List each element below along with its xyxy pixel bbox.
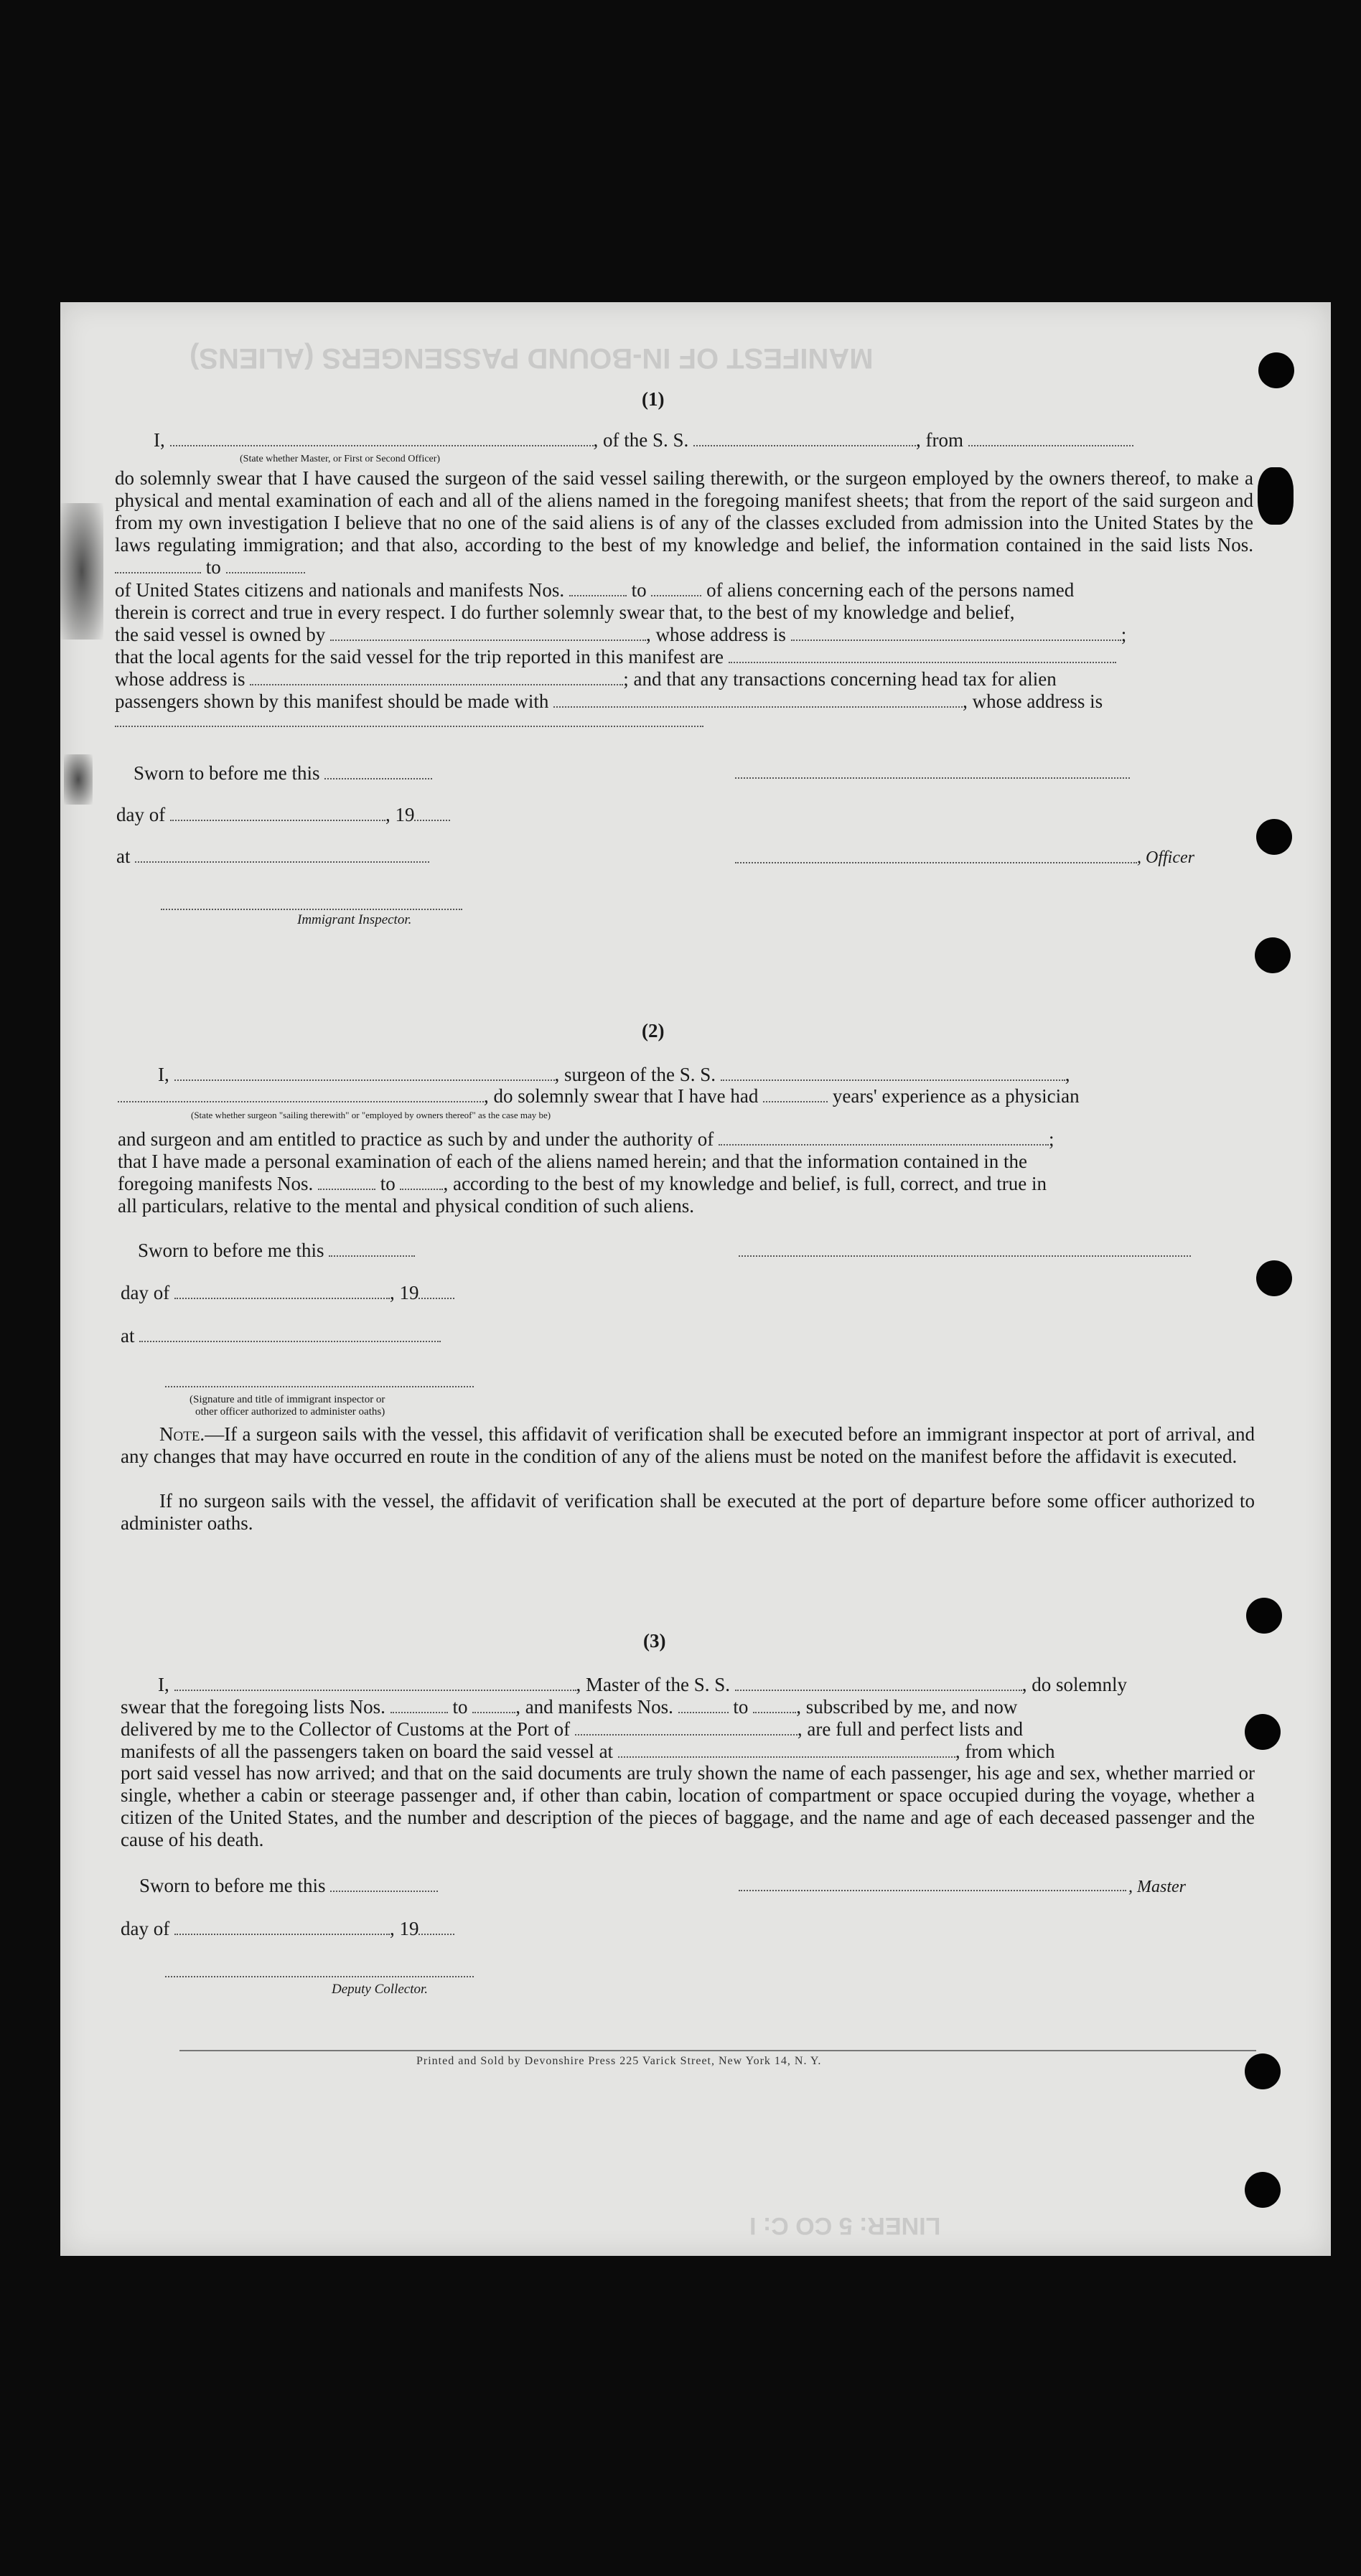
- bleed-through-stamp: LINER: 5 CO C: I: [749, 2212, 941, 2239]
- document-page: [60, 302, 1331, 2256]
- section-3-line-3: delivered by me to the Collector of Customs at the Port of , are full and perfect lists and: [121, 1718, 1024, 1740]
- section-1-passengers-line: passengers shown by this manifest should be made with , whose address is: [115, 690, 1103, 712]
- punch-hole: [1245, 2172, 1281, 2208]
- section-2-line-5: foregoing manifests Nos. to , according to the best of my knowledge and belief, is full, correct, and true in: [118, 1173, 1047, 1194]
- punch-hole: [1256, 819, 1292, 855]
- section-2-inspector-line[interactable]: [165, 1386, 474, 1387]
- section-2-line-2: , do solemnly swear that I have had years' experience as a physician: [118, 1085, 1080, 1107]
- printer-credit: Printed and Sold by Devonshire Press 225 Varick Street, New York 14, N. Y.: [416, 2055, 822, 2067]
- section-1-sworn: Sworn to before me this: [134, 762, 432, 784]
- punch-hole: [1245, 2053, 1281, 2089]
- section-2-sworn: Sworn to before me this: [138, 1239, 415, 1262]
- ink-stain: [60, 503, 103, 640]
- section-1-correct-line: therein is correct and true in every respect. I do further solemnly swear that, to the best of my knowledge and belief,: [115, 601, 1015, 623]
- section-3-line-1: I, , Master of the S. S. , do solemnly: [158, 1674, 1127, 1695]
- master-label: , Master: [1128, 1878, 1186, 1896]
- section-1-signature-line[interactable]: [735, 777, 1130, 779]
- section-3-number: (3): [643, 1630, 666, 1652]
- section-2-sig-caption-1: (Signature and title of immigrant inspector or: [190, 1394, 385, 1405]
- footer-rule: [179, 2050, 1256, 2051]
- bleed-through-title: MANIFEST OF IN-BOUND PASSENGERS (ALIENS): [190, 342, 874, 374]
- inspector-label: Immigrant Inspector.: [297, 912, 412, 927]
- section-3-body: port said vessel has now arrived; and that on the said documents are truly shown the name of each passenger, his age and sex, whether married or single, whether a cabin or steerage passenger and, if other than cabin, location of compartment or space occupied during the voyage, whether a citizen of the United States, and the number and description of the pieces of baggage, and the name and age of each deceased passenger and the cause of his death.: [121, 1762, 1255, 1850]
- punch-hole: [1258, 467, 1294, 525]
- section-2-note-2: If no surgeon sails with the vessel, the affidavit of verification shall be executed at the port of departure before some officer authorized to administer oaths.: [121, 1490, 1255, 1534]
- section-2-line-3: and surgeon and am entitled to practice as such by and under the authority of ;: [118, 1128, 1054, 1150]
- section-1-caption: (State whether Master, or First or Second Officer): [240, 454, 441, 464]
- officer-label: , Officer: [1137, 848, 1194, 867]
- section-2-line-4: that I have made a personal examination of each of the aliens named herein; and that the information contained in the: [118, 1151, 1028, 1172]
- section-2-number: (2): [642, 1020, 665, 1041]
- punch-hole: [1256, 1260, 1292, 1296]
- officer-signature-line[interactable]: [735, 862, 1137, 863]
- section-2-line-1: I, , surgeon of the S. S. ,: [158, 1064, 1070, 1085]
- section-2-at: at: [121, 1324, 441, 1347]
- punch-hole: [1246, 1598, 1282, 1634]
- collector-label: Deputy Collector.: [332, 1982, 429, 1997]
- punch-hole: [1258, 352, 1294, 388]
- section-1-blank-line: [115, 726, 703, 727]
- section-3-line-2: swear that the foregoing lists Nos. to , and manifests Nos. to , subscribed by me, and now: [121, 1696, 1018, 1718]
- master-signature-line[interactable]: [739, 1890, 1126, 1891]
- section-1-number: (1): [642, 388, 665, 410]
- section-1-whose-line: whose address is ; and that any transactions concerning head tax for alien: [115, 668, 1057, 690]
- section-2-caption: (State whether surgeon "sailing therewith" or "employed by owners thereof" as the case may be): [191, 1110, 551, 1120]
- section-1-owner-line: the said vessel is owned by , whose address is ;: [115, 624, 1127, 645]
- section-1-line-1: I, , of the S. S. , from: [154, 428, 1133, 451]
- inspector-signature-line[interactable]: [161, 909, 462, 910]
- collector-signature-line[interactable]: [165, 1976, 474, 1977]
- ink-stain: [64, 754, 93, 805]
- section-1-at: at: [116, 845, 429, 868]
- section-2-line-6: all particulars, relative to the mental and physical condition of such aliens.: [118, 1195, 694, 1217]
- section-1-body: do solemnly swear that I have caused the surgeon of the said vessel sailing therewith, or the surgeon employed by the owners thereof, to make a physical and mental examination of each and all of the aliens named in the foregoing manifest sheets; that from the report of the said surgeon and from my own investigation I believe that no one of the said aliens is of any of the classes excluded from admission into the United States by the laws regulating immigration; and that also, according to the best of my knowledge and belief, the information contained in the said lists Nos. to: [115, 467, 1253, 578]
- section-1-day: day of , 19: [116, 803, 450, 826]
- section-3-line-4: manifests of all the passengers taken on board the said vessel at , from which: [121, 1741, 1055, 1762]
- section-1-manifest-line: of United States citizens and nationals and manifests Nos. to of aliens concerning each of the persons named: [115, 579, 1075, 601]
- section-3-day: day of , 19: [121, 1917, 454, 1940]
- section-2-note: Note.—If a surgeon sails with the vessel, this affidavit of verification shall be executed before an immigrant inspector at port of arrival, and any changes that may have occurred en route in the condition of any of the aliens must be noted on the manifest before the affidavit is executed.: [121, 1423, 1255, 1467]
- surgeon-signature-line[interactable]: [739, 1255, 1191, 1257]
- punch-hole: [1245, 1714, 1281, 1750]
- section-3-sworn: Sworn to before me this: [139, 1874, 438, 1897]
- punch-hole: [1255, 937, 1291, 973]
- section-2-sig-caption-2: other officer authorized to administer oaths): [195, 1406, 385, 1418]
- section-1-agents-line: that the local agents for the said vessel for the trip reported in this manifest are: [115, 645, 1116, 668]
- section-2-day: day of , 19: [121, 1281, 454, 1304]
